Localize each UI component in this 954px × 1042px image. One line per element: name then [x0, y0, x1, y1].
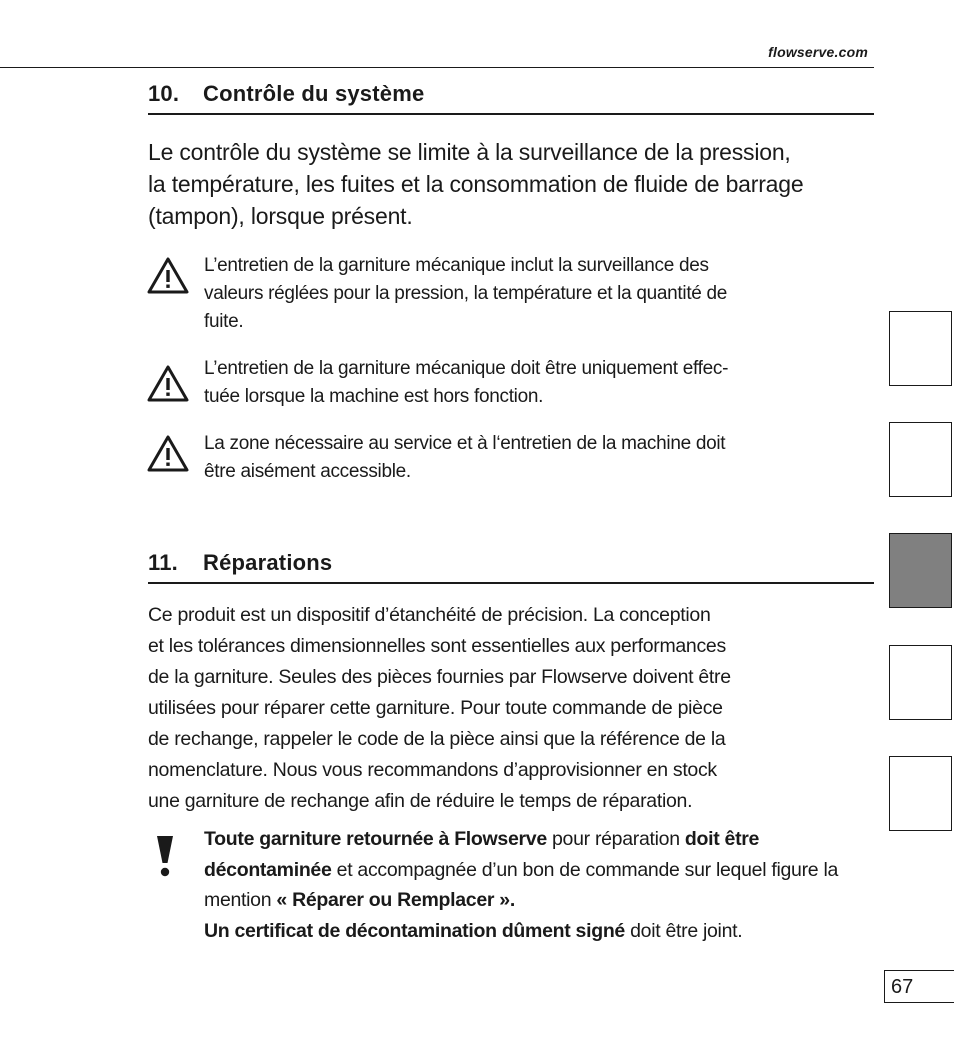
section-10-title: Contrôle du système	[203, 81, 425, 106]
chapter-tab	[889, 645, 952, 720]
warning-triangle-icon	[146, 364, 190, 404]
warning-line: L’entretien de la garniture mécanique inclut la surveillance des	[204, 255, 709, 276]
notice-text: doit être joint.	[624, 919, 743, 942]
warning-line: L’entretien de la garniture mécanique doit être uniquement effec-	[204, 358, 729, 379]
section-11-number: 11.	[148, 550, 178, 575]
warning-triangle-icon	[146, 256, 190, 296]
page-number: 67	[891, 976, 914, 998]
warning-line: tuée lorsque la machine est hors fonction.	[204, 386, 544, 407]
section-11-title: Réparations	[203, 550, 333, 575]
chapter-tab	[889, 422, 952, 497]
para-line: nomenclature. Nous vous recommandons d’approvisionner en stock	[148, 759, 717, 781]
para-line: et les tolérances dimensionnelles sont essentielles aux performances	[148, 635, 726, 657]
warning-line: être aisément accessible.	[204, 461, 411, 482]
lead-line: la température, les fuites et la consommation de fluide de barrage	[148, 171, 804, 197]
section-10-rule	[148, 113, 874, 115]
header-rule	[0, 67, 874, 68]
para-line: Ce produit est un dispositif d’étanchéité de précision. La conception	[148, 604, 711, 626]
para-line: une garniture de rechange afin de réduire le temps de réparation.	[148, 790, 693, 812]
lead-line: (tampon), lorsque présent.	[148, 203, 413, 229]
section-11-rule	[148, 582, 874, 584]
notice-text: pour réparation	[546, 828, 685, 850]
para-line: de rechange, rappeler le code de la pièce ainsi que la référence de la	[148, 728, 726, 750]
section-11-paragraph	[148, 600, 868, 817]
chapter-tab	[889, 311, 952, 386]
section-10-number: 10.	[148, 81, 180, 106]
section-10-heading	[148, 81, 424, 107]
notice-bold: doit être décontaminée	[204, 828, 760, 881]
warning-2-text	[204, 355, 874, 411]
warning-line: fuite.	[204, 311, 244, 332]
site-url: flowserve.com	[768, 44, 868, 60]
section-11-heading	[148, 550, 332, 576]
notice-bold: « Réparer ou Remplacer ».	[276, 889, 515, 911]
return-notice	[204, 824, 874, 946]
chapter-tab-active	[889, 533, 952, 608]
section-10-lead	[148, 136, 868, 232]
warning-line: valeurs réglées pour la pression, la température et la quantité de	[204, 283, 728, 304]
warning-1-text	[204, 252, 874, 336]
warning-triangle-icon	[146, 434, 190, 474]
chapter-tab	[889, 756, 952, 831]
notice-bold: Un certificat de décontamination dûment signé	[204, 919, 625, 942]
warning-line: La zone nécessaire au service et à l‘entretien de la machine doit	[204, 433, 726, 454]
notice-bold: Toute garniture retournée à Flowserve	[204, 828, 547, 850]
warning-3-text	[204, 430, 874, 486]
notice-text: et accompagnée d’un bon de commande sur lequel figure la mention	[204, 858, 839, 911]
lead-line: Le contrôle du système se limite à la surveillance de la pression,	[148, 139, 791, 165]
exclamation-icon	[152, 834, 178, 880]
para-line: de la garniture. Seules des pièces fournies par Flowserve doivent être	[148, 666, 731, 688]
para-line: utilisées pour réparer cette garniture. Pour toute commande de pièce	[148, 697, 723, 719]
